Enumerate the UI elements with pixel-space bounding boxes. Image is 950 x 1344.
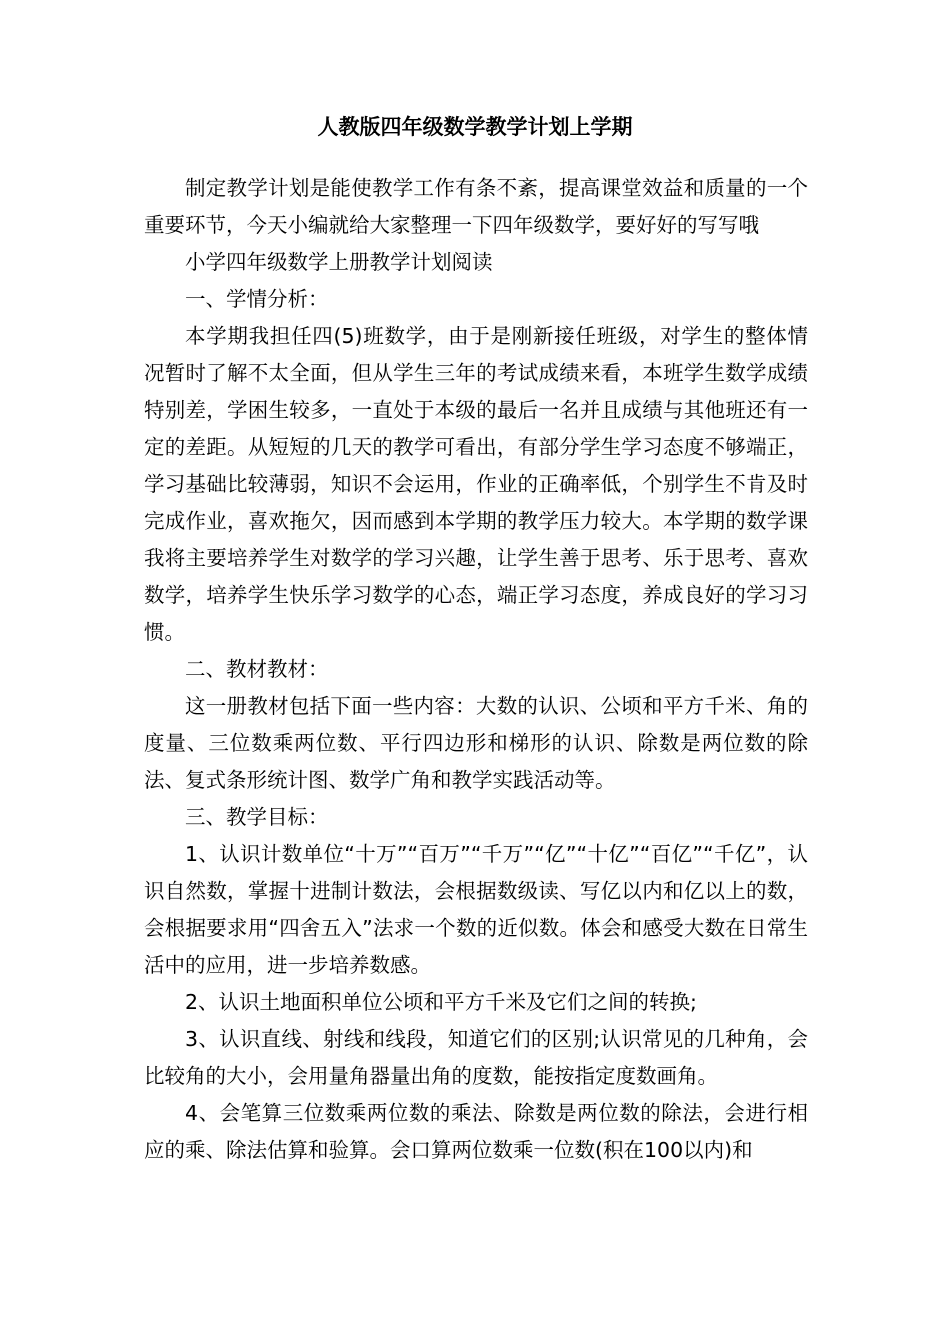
paragraph-textbook: 这一册教材包括下面一些内容：大数的认识、公顷和平方千米、角的度量、三位数乘两位数、平行四边形和梯形的认识、除数是两位数的除法、复式条形统计图、数学广角和教学实践活动等。 — [144, 694, 808, 792]
subheading-plan: 小学四年级数学上册教学计划阅读 — [185, 250, 493, 274]
paragraph-student-analysis: 本学期我担任四(5)班数学，由于是刚新接任班级，对学生的整体情况暂时了解不太全面，但从学生三年的考试成绩来看，本班学生数学成绩特别差，学困生较多，一直处于本级的最后一名并且成绩与其他班还有一定的差距。从短短的几天的教学可看出，有部分学生学习态度不够端正，学习基础比较薄弱，知识不会运用，作业的正确率低，个别学生不肯及时完成作业，喜欢拖欠，因而感到本学期的教学压力较大。本学期的数学课我将主要培养学生对数学的学习兴趣，让学生善于思考、乐于思考、喜欢数学，培养学生快乐学习数学的心态，端正学习态度，养成良好的学习习惯。 — [144, 324, 808, 644]
goal-item-2: 2、认识土地面积单位公顷和平方千米及它们之间的转换; — [185, 990, 697, 1014]
document-title: 人教版四年级数学教学计划上学期 — [317, 115, 633, 139]
section-heading-3: 三、教学目标： — [185, 805, 329, 829]
section-heading-1: 一、学情分析： — [185, 287, 329, 311]
goal-item-4: 4、会笔算三位数乘两位数的乘法、除数是两位数的除法，会进行相应的乘、除法估算和验算。会口算两位数乘一位数(积在100以内)和 — [144, 1101, 808, 1162]
document-body — [144, 170, 808, 1169]
goal-item-1: 1、认识计数单位“十万”“百万”“千万”“亿”“十亿”“百亿”“千亿”，认识自然数，掌握十进制计数法，会根据数级读、写亿以内和亿以上的数，会根据要求用“四舍五入”法求一个数的近似数。体会和感受大数在日常生活中的应用，进一步培养数感。 — [144, 842, 808, 977]
section-heading-2: 二、教材教材： — [185, 657, 329, 681]
goal-item-3: 3、认识直线、射线和线段，知道它们的区别;认识常见的几种角，会比较角的大小，会用量角器量出角的度数，能按指定度数画角。 — [144, 1027, 808, 1088]
intro-paragraph: 制定教学计划是能使教学工作有条不紊，提高课堂效益和质量的一个重要环节，今天小编就给大家整理一下四年级数学，要好好的写写哦 — [144, 176, 808, 237]
